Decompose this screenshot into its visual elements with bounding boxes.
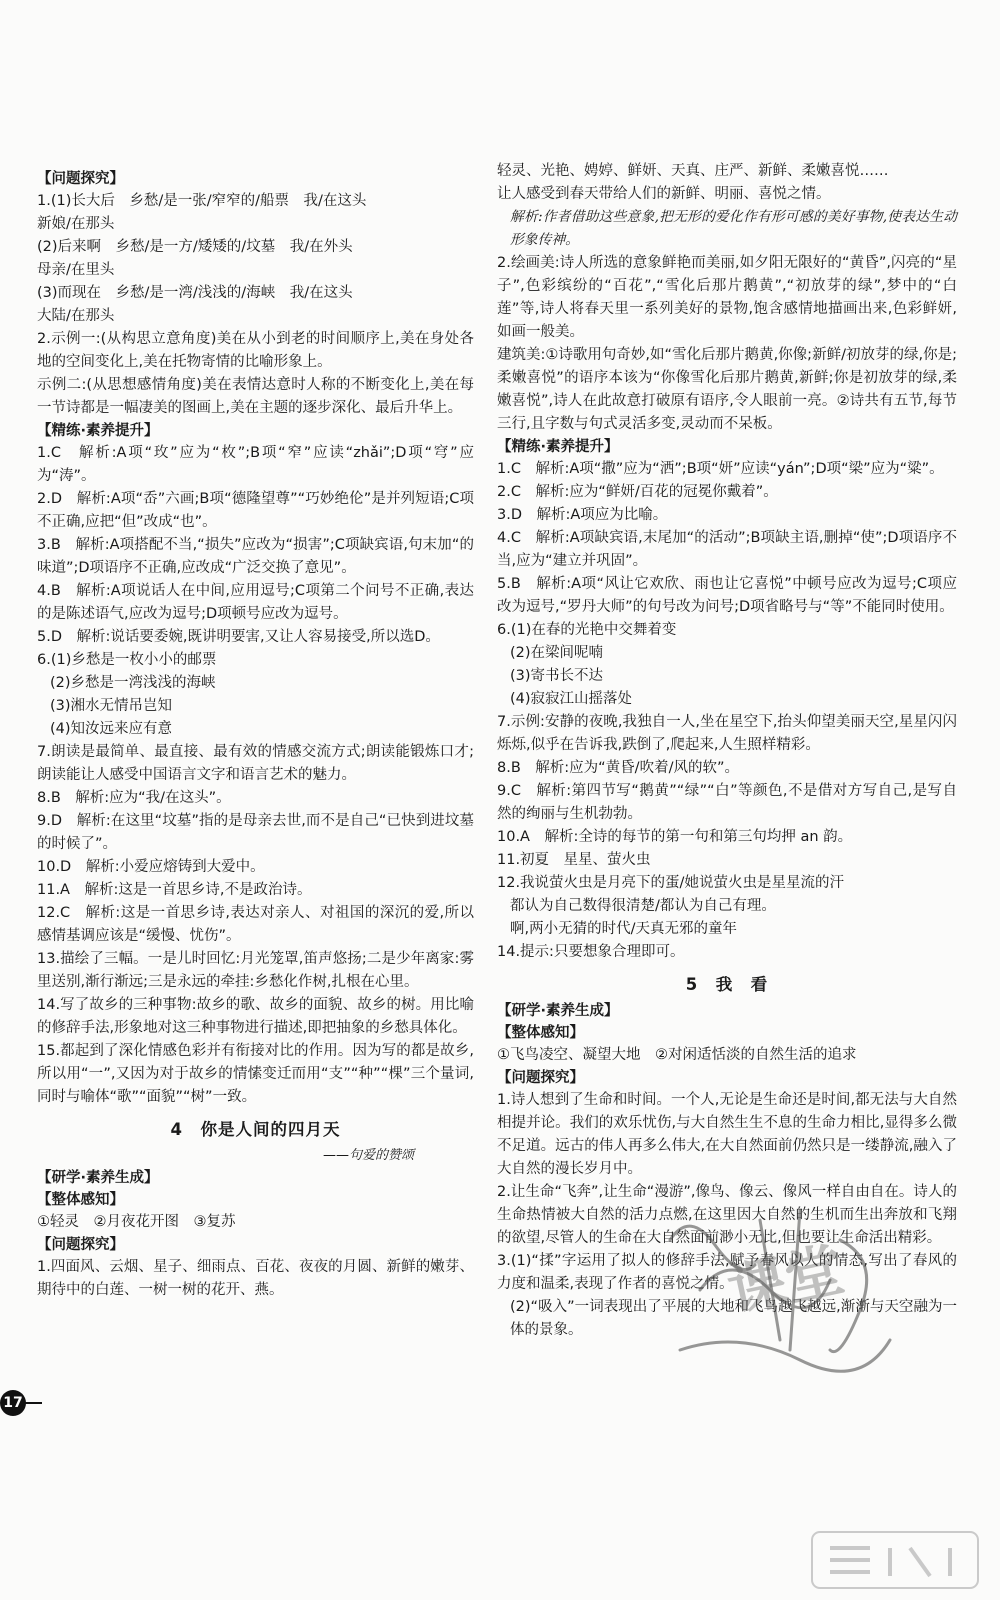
- answer-item: ①轻灵 ②月夜花开图 ③复苏: [37, 1214, 236, 1230]
- site-logo-watermark: [810, 1530, 980, 1590]
- section-heading: 【问题探究】: [497, 1070, 584, 1086]
- answer-item: 2.绘画美:诗人所选的意象鲜艳而美丽,如夕阳无限好的“黄昏”,闪亮的“星子”,色彩缤纷的“百花”,“雪化后那片鹅黄”,“初放芽的绿”,梦中的“白莲”等,诗人将春天里一系列美好的景物,饱含感情地描画出来,色彩鲜妍,如画一般美。: [497, 255, 957, 340]
- answer-item: 3.(1)“揉”字运用了拟人的修辞手法,赋予春风以人的情态,写出了春风的力度和温柔,表现了作者的喜悦之情。: [497, 1253, 957, 1292]
- answer-line: (3)寄书长不达: [510, 668, 604, 684]
- answer-item: ①飞鸟凌空、凝望大地 ②对闲适恬淡的自然生活的追求: [497, 1047, 857, 1063]
- answer-line: (2)在梁间呢喃: [510, 645, 604, 661]
- chapter-title: 5 我 看: [685, 975, 769, 994]
- answer-line: (2)乡愁是一湾浅浅的海峡: [50, 675, 216, 691]
- answer-item: (3)而现在 乡愁/是一湾/浅浅的/海峡 我/在这头: [37, 285, 353, 301]
- answer-item: 9.C 解析:第四节写“鹅黄”“绿”“白”等颜色,不是借对方写自己,是写自然的绚丽与生机勃勃。: [497, 783, 957, 822]
- answer-item: 5.B 解析:A项“风让它欢欣、雨也让它喜悦”中顿号应改为逗号;C项应改为逗号,“罗丹大师”的句号改为问号;D项省略号与“等”不能同时使用。: [497, 576, 957, 615]
- answer-item: 建筑美:①诗歌用句奇妙,如“雪化后那片鹅黄,你像;新鲜/初放芽的绿,你是;柔嫩喜悦”的语序本该为“你像雪化后那片鹅黄,新鲜;你是初放芽的绿,柔嫩喜悦”,诗人在此故意打破原有语序,令人眼前一亮。②诗共有五节,每节三行,且字数与句式灵活多变,灵动而不呆板。: [497, 347, 957, 432]
- answer-item: 1.C 解析:A项“玫”应为“枚”;B项“窄”应读“zhǎi”;D项“穹”应为“涛”。: [37, 445, 474, 484]
- watermark-text: 课堂: [722, 1235, 850, 1326]
- answer-item: 2.让生命“飞奔”,让生命“漫游”,像鸟、像云、像风一样自由自在。诗人的生命热情被大自然的活力点燃,在这里因大自然的生机而生出奔放和飞翔的欲望,尽管人的生命在大自然面前渺小无比,但也要让生命活出精彩。: [497, 1184, 957, 1246]
- answer-item: 4.C 解析:A项缺宾语,末尾加“的活动”;B项缺主语,删掉“使”;D项语序不当,应为“建立并巩固”。: [497, 530, 957, 569]
- answer-item: 12.C 解析:这是一首思乡诗,表达对亲人、对祖国的深沉的爱,所以感情基调应该是“缓慢、忧伤”。: [37, 905, 474, 944]
- answer-line: (4)寂寂江山摇落处: [510, 691, 633, 707]
- answer-item: 让人感受到春天带给人们的新鲜、明丽、喜悦之情。: [497, 186, 831, 202]
- answer-item: 13.描绘了三幅。一是儿时回忆:月光笼罩,笛声悠扬;二是少年离家:雾里送别,渐行渐远;三是永远的牵挂:乡愁化作树,扎根在心里。: [37, 951, 474, 990]
- section-heading: 【整体感知】: [497, 1025, 584, 1041]
- answer-item: 7.示例:安静的夜晚,我独自一人,坐在星空下,抬头仰望美丽天空,星星闪闪烁烁,似乎在告诉我,跌倒了,爬起来,人生照样精彩。: [497, 714, 957, 753]
- answer-item: 11.A 解析:这是一首思乡诗,不是政治诗。: [37, 882, 312, 898]
- answer-item: 6.(1)在春的光艳中交舞着变: [497, 622, 677, 638]
- answer-item: 2.C 解析:应为“鲜妍/百花的冠冕你戴着”。: [497, 484, 778, 500]
- section-heading: 【精练·素养提升】: [37, 423, 159, 439]
- answer-item: 3.B 解析:A项搭配不当,“损失”应改为“损害”;C项缺宾语,句末加“的味道”;D项语序不正确,应改成“广泛交换了意见”。: [37, 537, 474, 576]
- answer-item: 10.A 解析:全诗的每节的第一句和第三句均押 an 韵。: [497, 829, 853, 845]
- answer-line: 啊,两小无猜的时代/天真无邪的童年: [510, 921, 737, 937]
- answer-line: (4)知汝远来应有意: [50, 721, 173, 737]
- answer-item: 轻灵、光艳、娉婷、鲜妍、天真、庄严、新鲜、柔嫩喜悦……: [497, 163, 889, 179]
- page-number: 17: [3, 1395, 23, 1411]
- section-heading: 【研学·素养生成】: [37, 1170, 159, 1186]
- answer-item: 2.示例一:(从构思立意角度)美在从小到老的时间顺序上,美在身处各地的空间变化上,美在托物寄情的比喻形象上。: [37, 331, 474, 370]
- answer-item: 1.诗人想到了生命和时间。一个人,无论是生命还是时间,都无法与大自然相提并论。我们的欢乐忧伤,与大自然生生不息的生命力相比,显得多么微不足道。远古的伟人再多么伟大,在大自然面前仍然只是一缕静流,融入了大自然的漫长岁月中。: [497, 1092, 957, 1177]
- answer-item: 大陆/在那头: [37, 308, 115, 324]
- section-heading: 【问题探究】: [37, 171, 124, 187]
- answer-item: 12.我说萤火虫是月亮下的蛋/她说萤火虫是星星流的汗: [497, 875, 844, 891]
- answer-item: 1.四面风、云烟、星子、细雨点、百花、夜夜的月圆、新鲜的嫩芽、期待中的白莲、一树一树的花开、燕。: [37, 1259, 474, 1298]
- answer-item: 母亲/在里头: [37, 262, 115, 278]
- answer-item: (2)后来啊 乡愁/是一方/矮矮的/坟墓 我/在外头: [37, 239, 353, 255]
- answer-item: 7.朗读是最简单、最直接、最有效的情感交流方式;朗读能锻炼口才;朗读能让人感受中国语言文字和语言艺术的魅力。: [37, 744, 474, 783]
- answer-item: 5.D 解析:说话要委婉,既讲明要害,又让人容易接受,所以选D。: [37, 629, 440, 645]
- answer-line: (2)“吸入”一词表现出了平展的大地和飞鸟越飞越远,渐渐与天空融为一体的景象。: [510, 1299, 957, 1338]
- answer-item: 8.B 解析:应为“我/在这头”。: [37, 790, 231, 806]
- section-heading: 【问题探究】: [37, 1237, 124, 1253]
- right-column: [497, 160, 957, 1342]
- answer-line: 都认为自己数得很清楚/都认为自己有理。: [510, 898, 776, 914]
- answer-item: 14.写了故乡的三种事物:故乡的歌、故乡的面貌、故乡的树。用比喻的修辞手法,形象地对这三种事物进行描述,即把抽象的乡愁具体化。: [37, 997, 474, 1036]
- page-number-badge: [0, 1390, 26, 1416]
- section-heading: 【研学·素养生成】: [497, 1003, 619, 1019]
- chapter-title: 4 你是人间的四月天: [170, 1120, 341, 1139]
- answer-item: 新娘/在那头: [37, 216, 115, 232]
- answer-item: 2.D 解析:A项“岙”六画;B项“德隆望尊”“巧妙绝伦”是并列短语;C项不正确,应把“但”改成“也”。: [37, 491, 474, 530]
- chapter-subtitle: ——句爱的赞颂: [322, 1148, 414, 1163]
- answer-item: 10.D 解析:小爱应熔铸到大爱中。: [37, 859, 265, 875]
- answer-item: 14.提示:只要想象合理即可。: [497, 944, 685, 960]
- answer-item: 15.都起到了深化情感色彩并有衔接对比的作用。因为写的都是故乡,所以用“一”,又因为对于故乡的情愫变迁而用“支”“种”“棵”三个量词,同时与喻体“歌”“面貌”“树”一致。: [37, 1043, 474, 1105]
- answer-item: 3.D 解析:A项应为比喻。: [497, 507, 668, 523]
- answer-item: 1.(1)长大后 乡愁/是一张/窄窄的/船票 我/在这头: [37, 193, 367, 209]
- left-column: [37, 168, 474, 1302]
- answer-item: 9.D 解析:在这里“坟墓”指的是母亲去世,而不是自己“已快到进坟墓的时候了”。: [37, 813, 474, 852]
- section-heading: 【整体感知】: [37, 1192, 124, 1208]
- answer-item: 1.C 解析:A项“撒”应为“洒”;B项“妍”应读“yán”;D项“梁”应为“粱”。: [497, 461, 944, 477]
- answer-item: 4.B 解析:A项说话人在中间,应用逗号;C项第二个问号不正确,表达的是陈述语气,应改为逗号;D项顿号应改为逗号。: [37, 583, 474, 622]
- section-heading: 【精练·素养提升】: [497, 439, 619, 455]
- answer-item: 6.(1)乡愁是一枚小小的邮票: [37, 652, 217, 668]
- answer-item: 示例二:(从思想感情角度)美在表情达意时人称的不断变化上,美在每一节诗都是一幅凄美的图画上,美在主题的逐步深化、最后升华上。: [37, 377, 474, 416]
- answer-line: (3)湘水无情吊岂知: [50, 698, 173, 714]
- answer-item: 11.初夏 星星、萤火虫: [497, 852, 651, 868]
- page-number-rule: [24, 1402, 42, 1404]
- answer-item: 8.B 解析:应为“黄昏/吹着/风的软”。: [497, 760, 739, 776]
- analysis-line: 解析:作者借助这些意象,把无形的爱化作有形可感的美好事物,使表达生动形象传神。: [510, 209, 957, 248]
